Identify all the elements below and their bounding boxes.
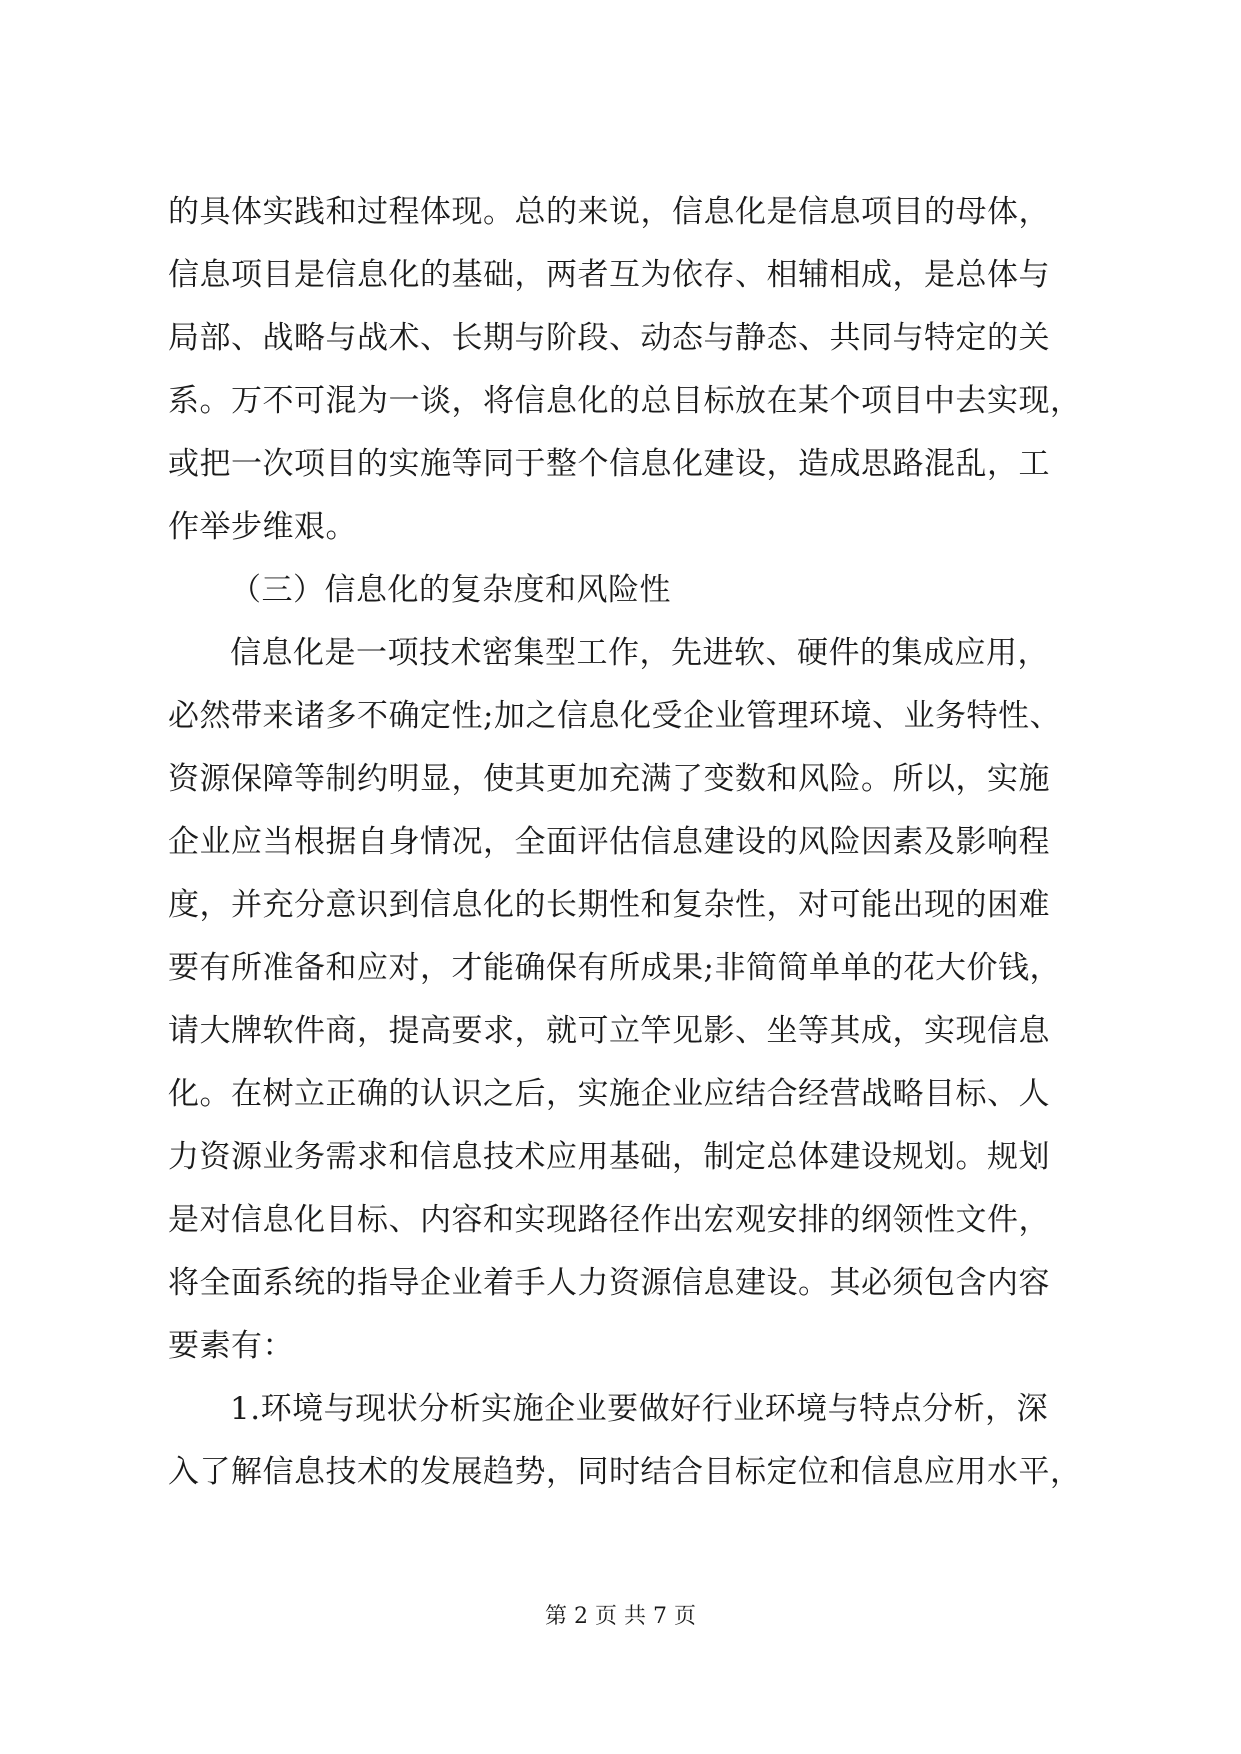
body-text-line: 要有所准备和应对，才能确保有所成果;非简简单单的花大价钱， xyxy=(168,950,1061,986)
body-text-line: 必然带来诸多不确定性;加之信息化受企业管理环境、业务特性、 xyxy=(168,698,1061,734)
body-text-line: 是对信息化目标、内容和实现路径作出宏观安排的纲领性文件， xyxy=(168,1202,1050,1238)
body-text-line: 作举步维艰。 xyxy=(168,509,357,545)
body-text-line: 力资源业务需求和信息技术应用基础，制定总体建设规划。规划 xyxy=(168,1139,1050,1175)
body-text-line: 的具体实践和过程体现。总的来说，信息化是信息项目的母体， xyxy=(168,194,1050,230)
body-text-line: 或把一次项目的实施等同于整个信息化建设，造成思路混乱，工 xyxy=(168,446,1050,482)
body-text-line: 化。在树立正确的认识之后，实施企业应结合经营战略目标、人 xyxy=(168,1076,1050,1112)
body-text-line: 入了解信息技术的发展趋势，同时结合目标定位和信息应用水平， xyxy=(168,1454,1082,1490)
body-text-line: 将全面系统的指导企业着手人力资源信息建设。其必须包含内容 xyxy=(168,1265,1050,1301)
section-heading: （三）信息化的复杂度和风险性 xyxy=(230,572,671,608)
body-text-line: 企业应当根据自身情况，全面评估信息建设的风险因素及影响程 xyxy=(168,824,1050,860)
body-text-line: 系。万不可混为一谈，将信息化的总目标放在某个项目中去实现， xyxy=(168,383,1082,419)
page-number-footer: 第 2 页 共 7 页 xyxy=(545,1604,696,1629)
body-text-line: 资源保障等制约明显，使其更加充满了变数和风险。所以，实施 xyxy=(168,761,1050,797)
body-text-line: 信息项目是信息化的基础，两者互为依存、相辅相成，是总体与 xyxy=(168,257,1050,293)
list-item-text: 1.环境与现状分析实施企业要做好行业环境与特点分析，深 xyxy=(230,1391,1049,1427)
body-text-line: 信息化是一项技术密集型工作，先进软、硬件的集成应用， xyxy=(230,635,1049,671)
body-text-line: 局部、战略与战术、长期与阶段、动态与静态、共同与特定的关 xyxy=(168,320,1050,356)
body-text-line: 度，并充分意识到信息化的长期性和复杂性，对可能出现的困难 xyxy=(168,887,1050,923)
body-text-line: 请大牌软件商，提高要求，就可立竿见影、坐等其成，实现信息 xyxy=(168,1013,1050,1049)
body-text-line: 要素有： xyxy=(168,1328,294,1364)
